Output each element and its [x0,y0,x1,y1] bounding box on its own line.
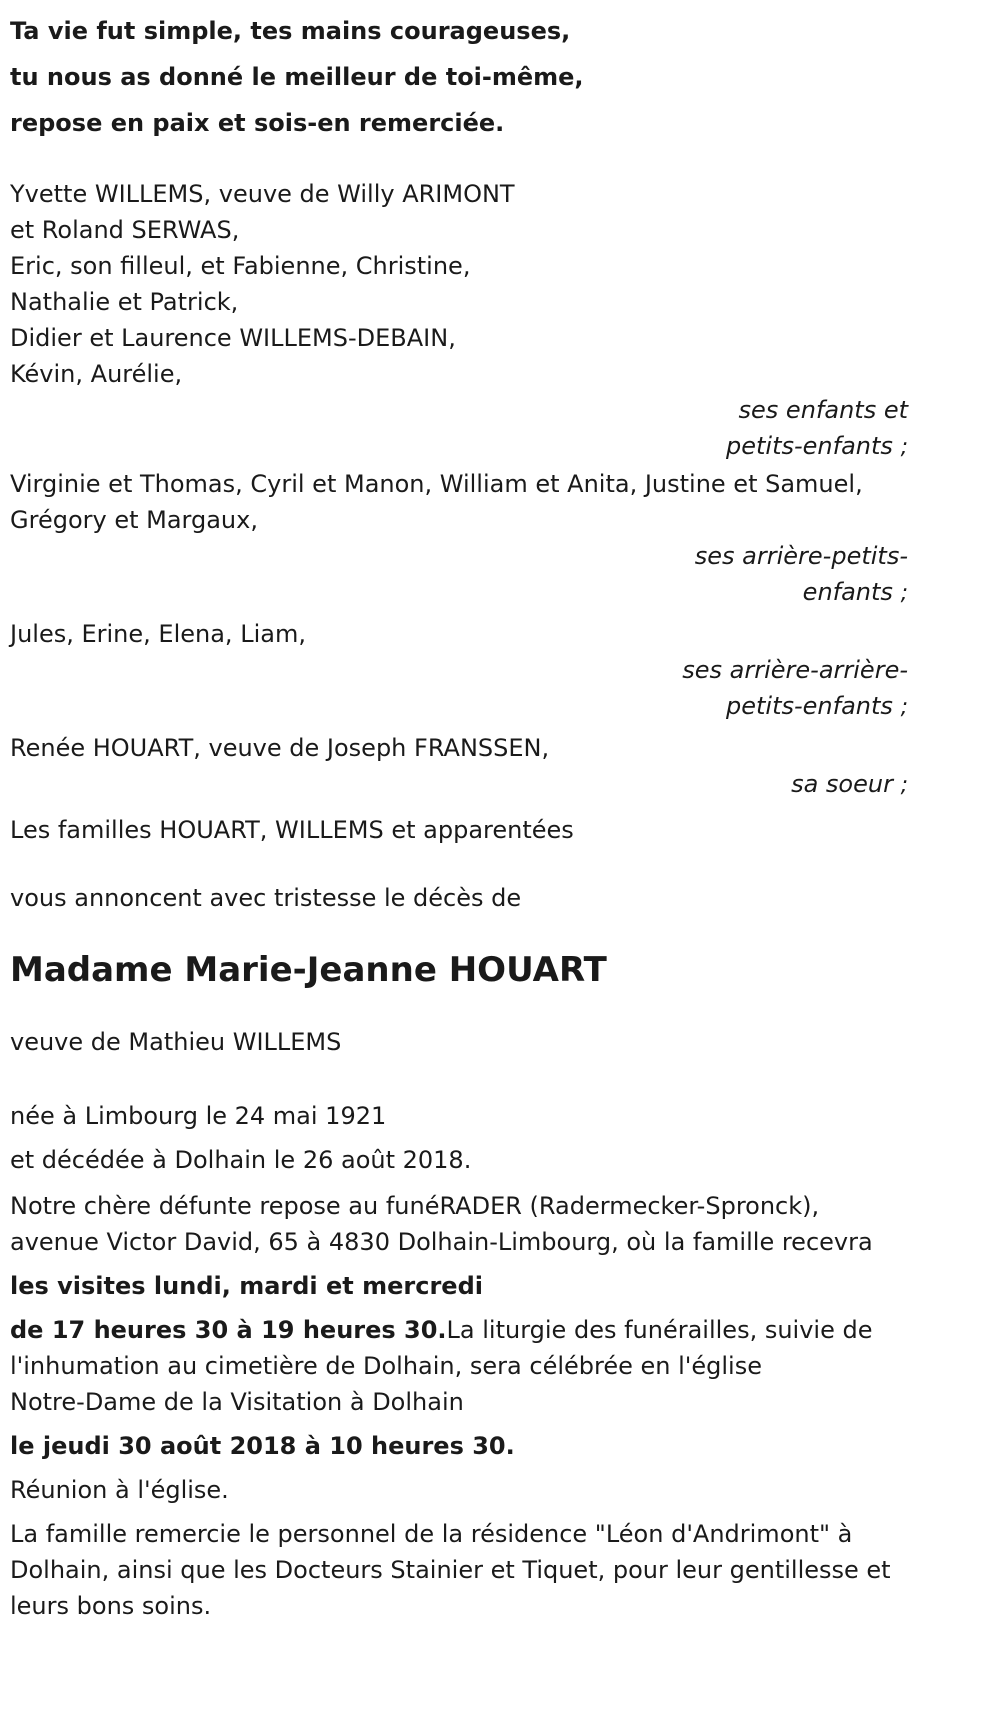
widow-of: veuve de Mathieu WILLEMS [10,1028,342,1056]
families-line: Les familles HOUART, WILLEMS et apparentées [10,816,574,844]
death-info: et décédée à Dolhain le 26 août 2018. [10,1146,472,1174]
visit-hours: de 17 heures 30 à 19 heures 30. [10,1316,447,1344]
great-great-grandchildren-role-line-1: ses arrière-arrière- [682,656,908,684]
poem-line-3: repose en paix et sois-en remerciée. [10,109,505,137]
liturgy-line-2: l'inhumation au cimetière de Dolhain, sera célébrée en l'église [10,1352,762,1380]
great-great-grandchildren: Jules, Erine, Elena, Liam, [10,620,306,648]
deceased-name: Madame Marie-Jeanne HOUART [10,950,607,990]
great-grandchildren-line-2: Grégory et Margaux, [10,506,258,534]
meeting-info: Réunion à l'église. [10,1476,229,1504]
children-role-line-2: petits-enfants ; [726,432,908,460]
family-line-1: Yvette WILLEMS, veuve de Willy ARIMONT [10,180,515,208]
ceremony-date: le jeudi 30 août 2018 à 10 heures 30. [10,1432,515,1460]
repose-line-2: avenue Victor David, 65 à 4830 Dolhain-Limbourg, où la famille recevra [10,1228,873,1256]
family-line-3: Eric, son filleul, et Fabienne, Christine, [10,252,471,280]
visits-hours-paragraph [10,1312,908,1420]
sister-role: sa soeur ; [791,770,908,798]
family-list [10,176,908,848]
birth-info: née à Limbourg le 24 mai 1921 [10,1102,387,1130]
poem [10,8,908,146]
poem-line-1: Ta vie fut simple, tes mains courageuses, [10,17,571,45]
great-grandchildren-role-line-1: ses arrière-petits- [694,542,908,570]
liturgy-line-1: La liturgie des funérailles, suivie de [446,1316,873,1344]
repose-line-1: Notre chère défunte repose au funéRADER (Radermecker-Spronck), [10,1192,820,1220]
family-line-5: Didier et Laurence WILLEMS-DEBAIN, [10,324,456,352]
announcement-intro: vous annoncent avec tristesse le décès de [10,884,522,912]
great-grandchildren-role-line-2: enfants ; [802,578,908,606]
repose-paragraph [10,1188,908,1260]
family-line-4: Nathalie et Patrick, [10,288,239,316]
poem-line-2: tu nous as donné le meilleur de toi-même, [10,63,584,91]
details [10,1188,908,1624]
visits-hours-line [10,1312,908,1348]
family-line-6: Kévin, Aurélie, [10,360,183,388]
family-line-2: et Roland SERWAS, [10,216,240,244]
great-grandchildren-line-1: Virginie et Thomas, Cyril et Manon, William et Anita, Justine et Samuel, [10,470,863,498]
obituary-content [10,8,908,1624]
liturgy-line-3: Notre-Dame de la Visitation à Dolhain [10,1388,464,1416]
sister-line: Renée HOUART, veuve de Joseph FRANSSEN, [10,734,550,762]
great-great-grandchildren-role-line-2: petits-enfants ; [726,692,908,720]
thanks-paragraph: La famille remercie le personnel de la résidence "Léon d'Andrimont" à Dolhain, ainsi que les Docteurs Stainier et Tiquet, pour leur gentillesse et leurs bons soins. [10,1520,891,1620]
visits-days: les visites lundi, mardi et mercredi [10,1272,483,1300]
children-role-line-1: ses enfants et [738,396,908,424]
